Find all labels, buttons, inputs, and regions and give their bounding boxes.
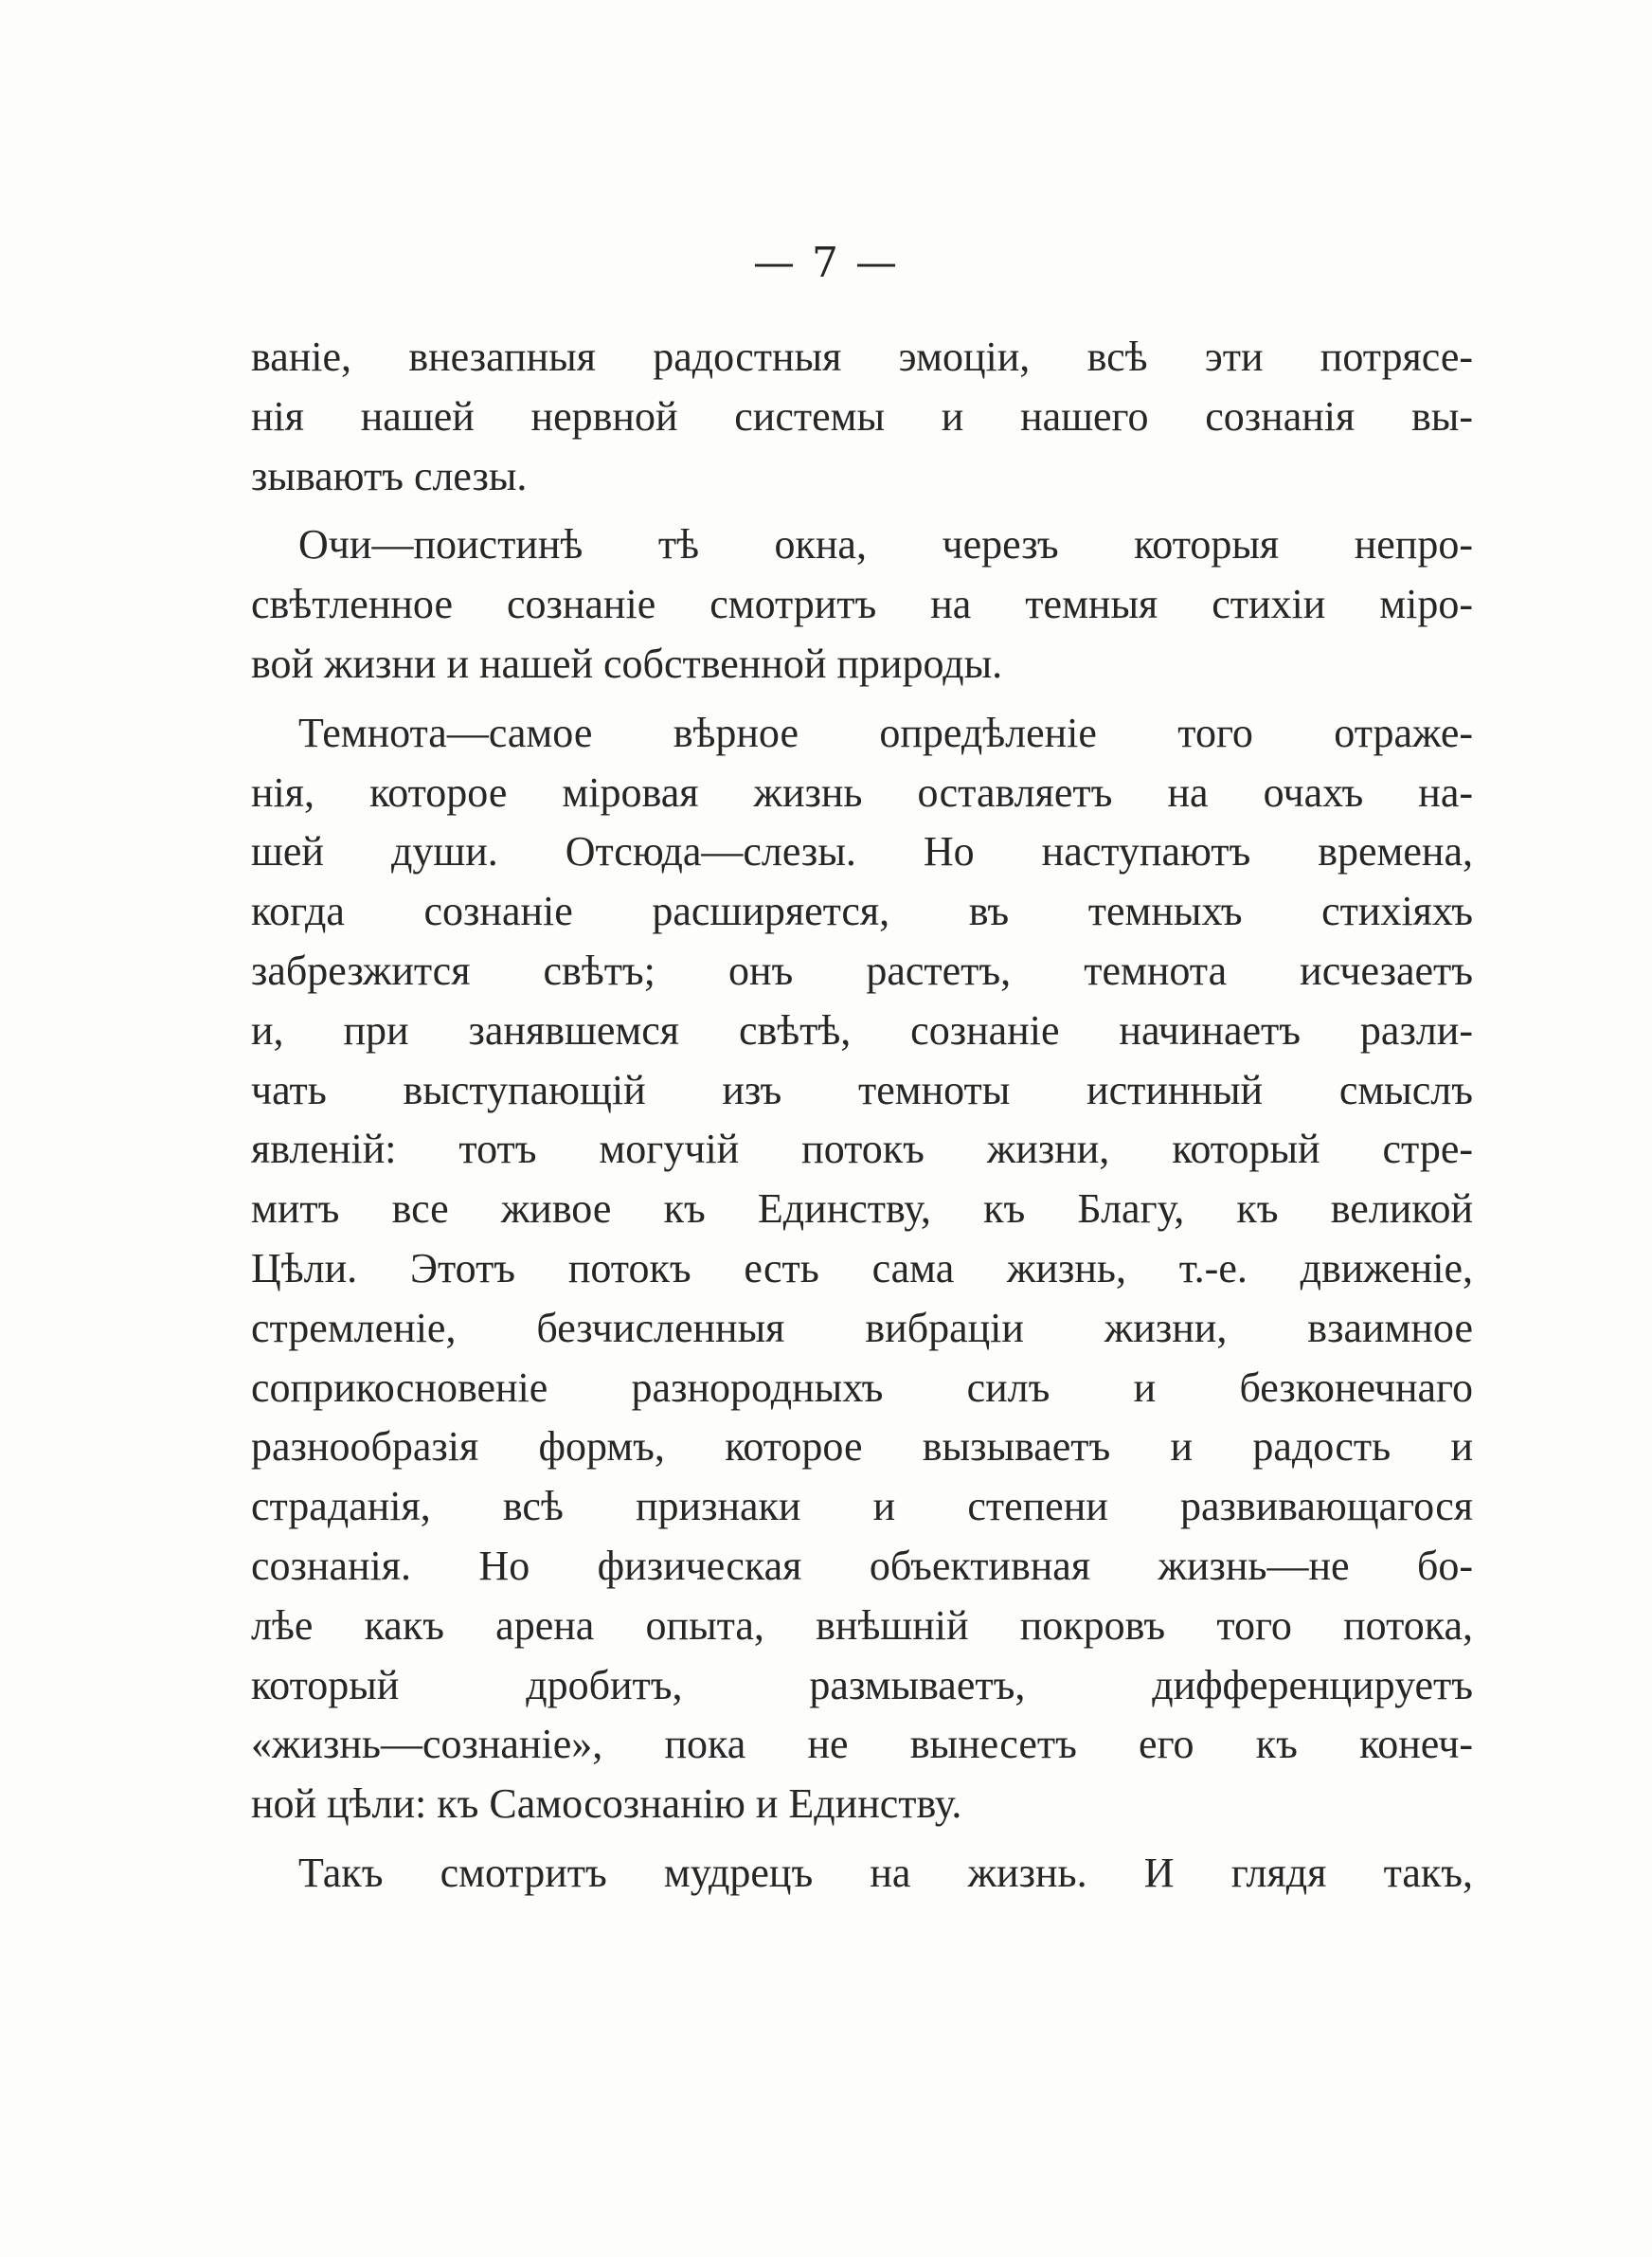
- paragraph: [251, 1844, 1473, 1904]
- text-line: Темнота—самое вѣрное опредѣленіе того отраже-: [298, 709, 1473, 756]
- text-line: Цѣли. Этотъ потокъ есть сама жизнь, т.-е. движеніе,: [251, 1244, 1473, 1291]
- paragraph: [251, 328, 1473, 506]
- text-line: Очи—поистинѣ тѣ окна, черезъ которыя непро-: [298, 521, 1473, 569]
- text-line: страданія, всѣ признаки и степени развивающагося: [251, 1483, 1473, 1530]
- text-line: Такъ смотритъ мудрецъ на жизнь. И глядя такъ,: [298, 1849, 1473, 1896]
- text-line: сознанія. Но физическая объективная жизнь—не бо-: [251, 1542, 1473, 1589]
- text-line: разнообразія формъ, которое вызываетъ и радость и: [251, 1423, 1473, 1471]
- text-line: шей души. Отсюда—слезы. Но наступаютъ времена,: [251, 828, 1473, 876]
- text-line: соприкосновеніе разнородныхъ силъ и безконечнаго: [251, 1363, 1473, 1411]
- text-line: ной цѣли: къ Самосознанію и Единству.: [251, 1780, 962, 1828]
- text-line: который дробитъ, размываетъ, дифференцируетъ: [251, 1661, 1473, 1708]
- paragraph: [251, 704, 1473, 1834]
- text-line: когда сознаніе расширяется, въ темныхъ стихіяхъ: [251, 888, 1473, 935]
- paragraph: [251, 515, 1473, 694]
- text-line: зываютъ слезы.: [251, 452, 528, 499]
- text-line: нія нашей нервной системы и нашего сознанія вы-: [251, 392, 1473, 440]
- text-line: забрезжится свѣтъ; онъ растетъ, темнота исчезаетъ: [251, 947, 1473, 994]
- text-line: вой жизни и нашей собственной природы.: [251, 640, 1003, 687]
- text-line: лѣе какъ арена опыта, внѣшній покровъ того потока,: [251, 1601, 1473, 1649]
- text-line: свѣтленное сознаніе смотритъ на темныя стихіи міро-: [251, 581, 1473, 628]
- text-line: чать выступающій изъ темноты истинный смыслъ: [251, 1066, 1473, 1113]
- text-line: ваніе, внезапныя радостныя эмоціи, всѣ эти потрясе-: [251, 334, 1473, 380]
- text-line: и, при занявшемся свѣтѣ, сознаніе начинаетъ разли-: [251, 1006, 1473, 1054]
- body-text: [251, 328, 1473, 1913]
- text-line: стремленіе, безчисленныя вибраціи жизни, взаимное: [251, 1304, 1473, 1351]
- text-line: митъ все живое къ Единству, къ Благу, къ великой: [251, 1185, 1473, 1233]
- text-line: «жизнь—сознаніе», пока не вынесетъ его къ конеч-: [251, 1721, 1473, 1768]
- text-line: явленій: тотъ могучій потокъ жизни, который стре-: [251, 1126, 1473, 1173]
- page-number: — 7 —: [753, 239, 899, 287]
- text-line: нія, которое міровая жизнь оставляетъ на очахъ на-: [251, 768, 1473, 816]
